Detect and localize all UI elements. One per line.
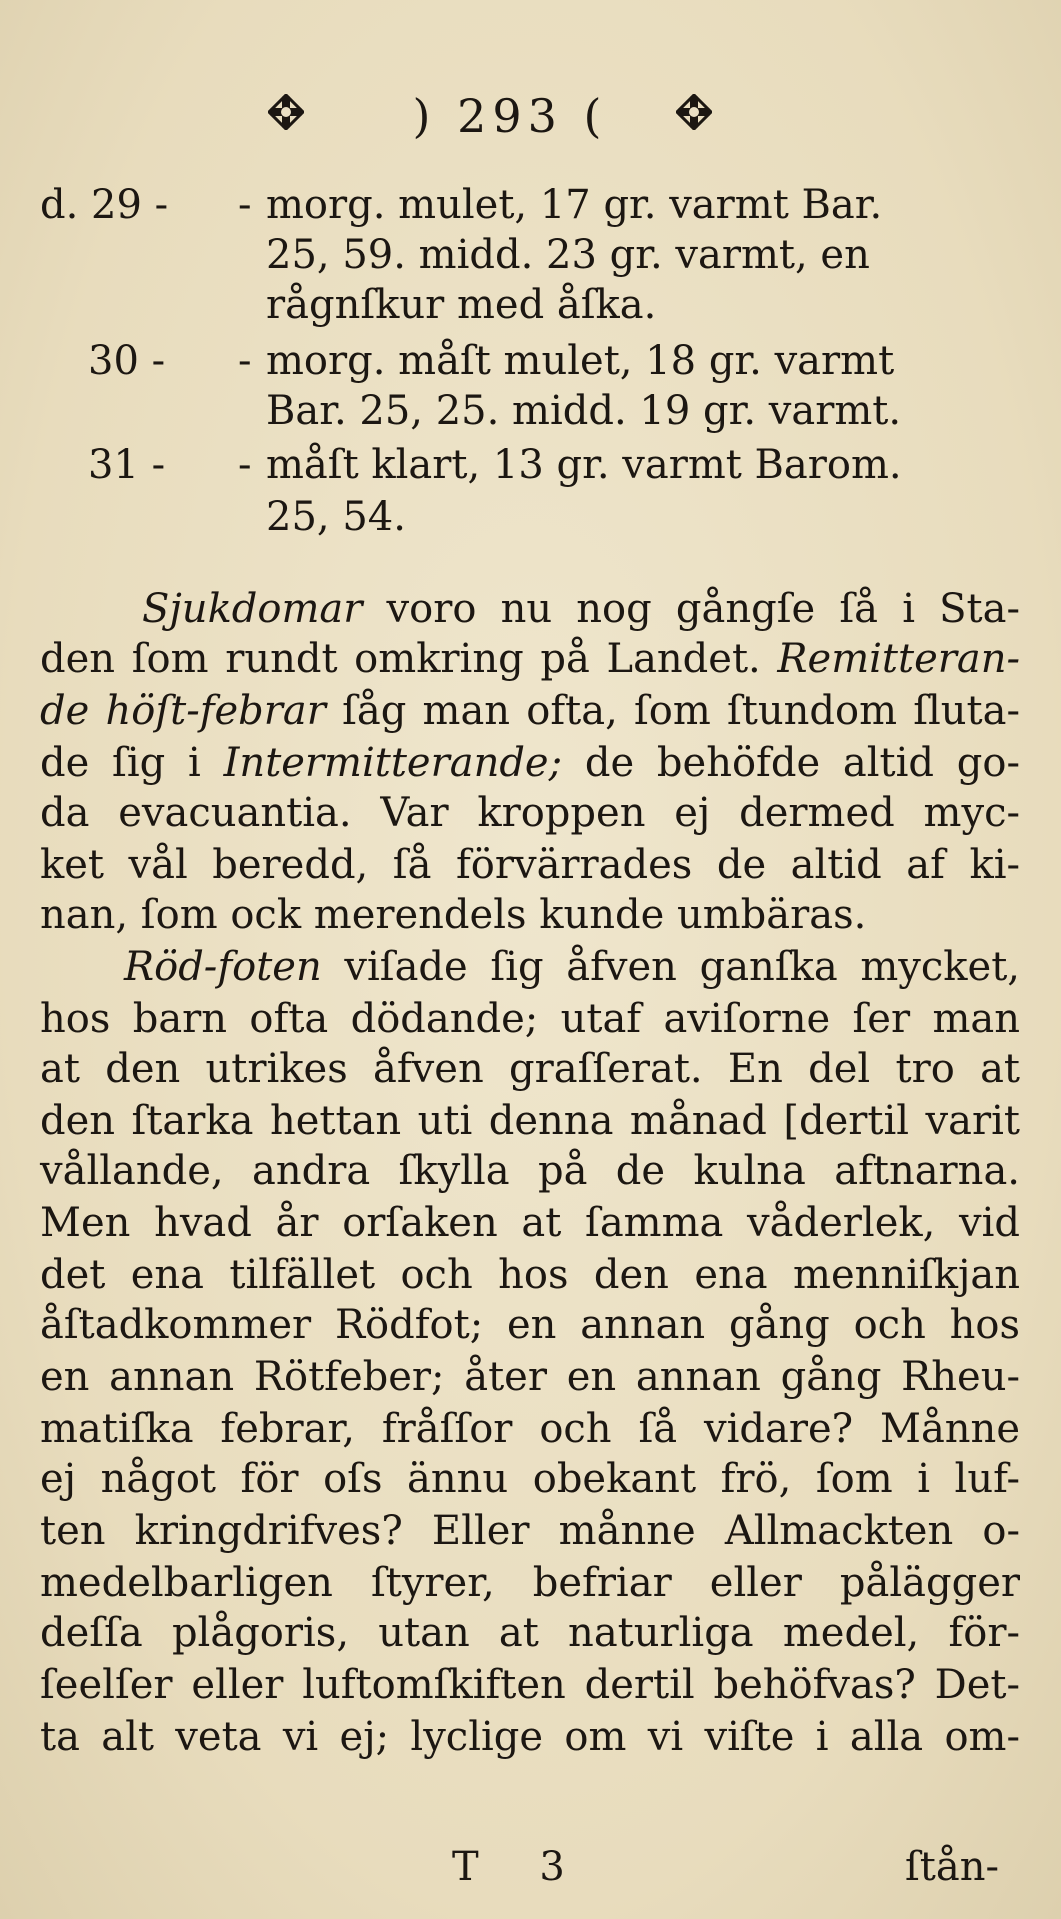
weather-line: 25, 59. midd. 23 gr. varmt, en	[266, 232, 870, 278]
text-line: ket vål beredd, ſå förvärrades de altid af ki-	[40, 842, 1020, 888]
text-line: de höſt-febrar ſåg man ofta, ſom ſtundom ſluta-	[40, 688, 1020, 734]
page-header	[0, 88, 1061, 148]
weather-line: 25, 54.	[266, 494, 406, 540]
text-line: at den utrikes åfven graſſerat. En del tro at	[40, 1046, 1020, 1092]
weather-line: måſt klart, 13 gr. varmt Barom.	[266, 442, 902, 488]
text-line: Sjukdomar voro nu nog gångſe ſå i Sta-	[142, 586, 1020, 632]
text-line: nan, ſom ock merendels kunde umbäras.	[40, 892, 867, 938]
weather-line: morg. måſt mulet, 18 gr. varmt	[266, 338, 895, 384]
ornament-left-icon	[268, 94, 304, 130]
text-line: ej något för oſs ännu obekant frö, ſom i luf-	[40, 1456, 1020, 1502]
signature-mark: T 3	[452, 1844, 589, 1890]
text-line: vållande, andra ſkylla på de kulna aftnarna.	[40, 1148, 1020, 1194]
text-line: den ſtarka hettan uti denna månad [dertil varit	[40, 1098, 1020, 1144]
text-line: de ſig i Intermitterande; de behöfde altid go-	[40, 740, 1021, 786]
text-line: Men hvad år orſaken at ſamma våderlek, vid	[40, 1200, 1020, 1246]
text-line: ſeelſer eller luftomſkiften dertil behöfvas? Det-	[40, 1662, 1020, 1708]
day-dash: -	[238, 338, 252, 384]
text-line: ta alt veta vi ej; lyclige om vi viſte i alla om-	[40, 1714, 1020, 1760]
text-line: da evacuantia. Var kroppen ej dermed myc-	[40, 790, 1020, 836]
text-line: det ena tilfället och hos den ena menniſkjan	[40, 1252, 1020, 1298]
text-line: Röd-foten viſade ſig åfven ganſka mycket,	[124, 944, 1020, 990]
page-number: ) 293 (	[412, 89, 608, 143]
text-line: deſſa plågoris, utan at naturliga medel, för-	[40, 1610, 1020, 1656]
weather-line: Bar. 25, 25. midd. 19 gr. varmt.	[266, 388, 902, 434]
day-label: d. 29 -	[40, 182, 169, 228]
day-label: 30 -	[88, 338, 166, 384]
text-line: matiſka febrar, fråſſor och ſå vidare? Månne	[40, 1406, 1020, 1452]
page-footer	[0, 1842, 1061, 1898]
text-line: den ſom rundt omkring på Landet. Remitteran-	[40, 636, 1020, 682]
text-line: medelbarligen ſtyrer, befriar eller pålägger	[40, 1560, 1020, 1606]
day-dash: -	[238, 442, 252, 488]
day-label: 31 -	[88, 442, 166, 488]
weather-line: rågnſkur med åſka.	[266, 282, 657, 328]
catchword: ſtån-	[905, 1844, 1000, 1890]
day-dash: -	[238, 182, 252, 228]
weather-line: morg. mulet, 17 gr. varmt Bar.	[266, 182, 883, 228]
text-line: en annan Rötfeber; åter en annan gång Rheu-	[40, 1354, 1020, 1400]
text-line: hos barn ofta dödande; utaf aviſorne ſer man	[40, 996, 1020, 1042]
text-line: ten kringdrifves? Eller månne Allmackten o-	[40, 1508, 1020, 1554]
ornament-right-icon	[676, 94, 712, 130]
text-line: åſtadkommer Rödfot; en annan gång och hos	[40, 1302, 1020, 1348]
